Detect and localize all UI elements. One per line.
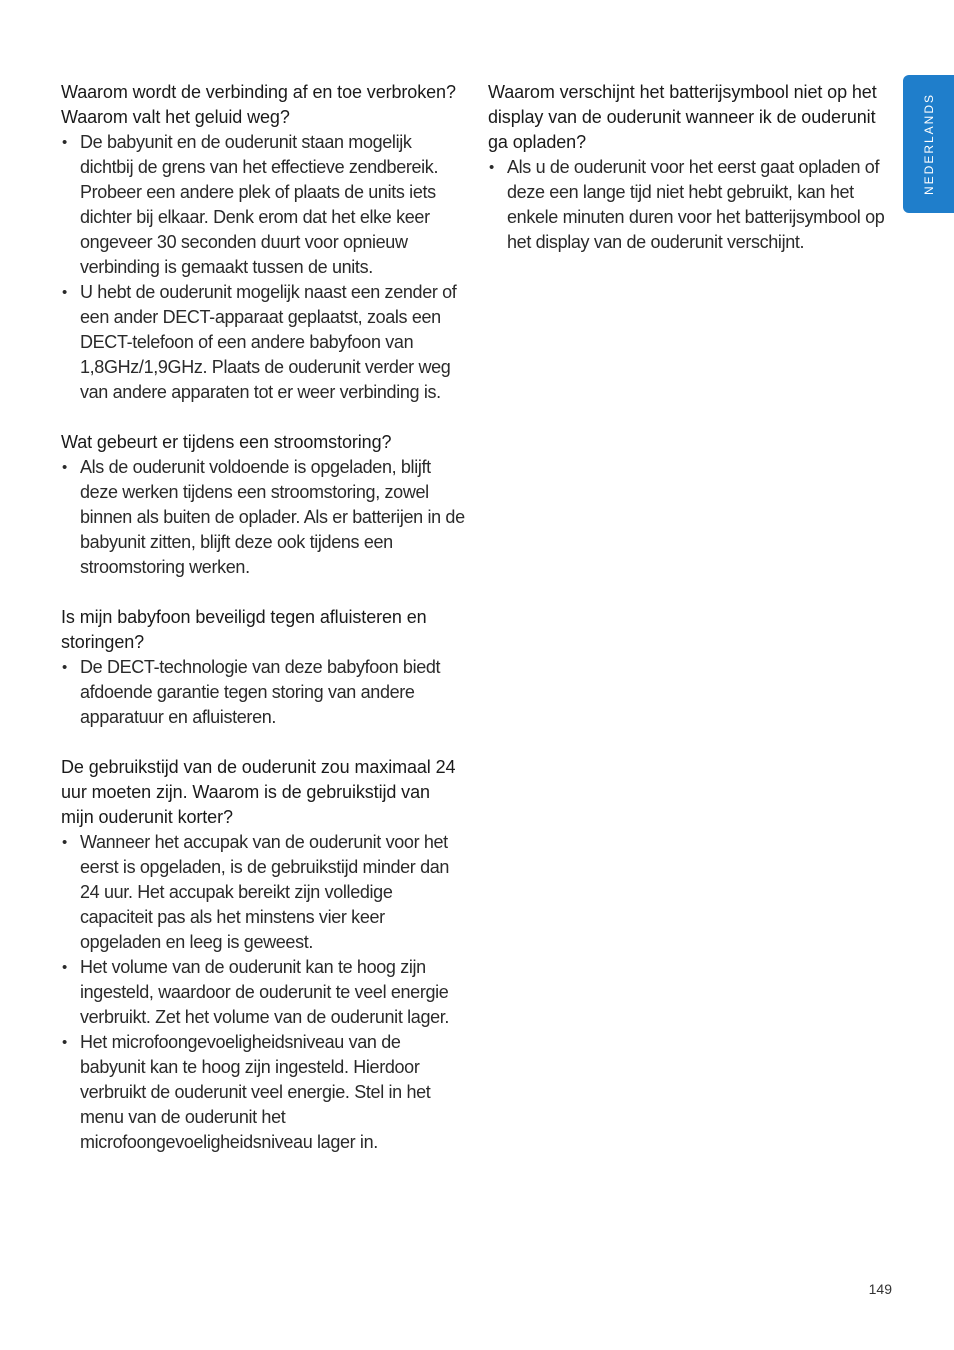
faq-answer-list: [61, 830, 466, 1155]
faq-question: De gebruikstijd van de ouderunit zou maximaal 24 uur moeten zijn. Waarom is de gebruikstijd van mijn ouderunit korter?: [61, 757, 456, 827]
faq-answer-list: [488, 155, 896, 255]
left-column: [61, 80, 466, 1180]
faq-answer-item: • Als de ouderunit voldoende is opgeladen, blijft deze werken tijdens een stroomstoring, zowel binnen als buiten de oplader. Als er batterijen in de babyunit zitten, blijft deze ook tijdens een stroomstoring werken.: [61, 455, 466, 580]
faq-item-battery-symbol: [488, 80, 896, 255]
faq-question: Waarom verschijnt het batterijsymbool niet op het display van de ouderunit wanneer ik de ouderunit ga opladen?: [488, 82, 877, 152]
faq-answer-item: • Als u de ouderunit voor het eerst gaat opladen of deze een lange tijd niet hebt gebruikt, kan het enkele minuten duren voor het batterijsymbool op het display van de ouderunit verschijnt.: [488, 155, 896, 255]
faq-item-power-failure: [61, 430, 466, 580]
faq-item-security: [61, 605, 466, 730]
faq-answer-list: [61, 655, 466, 730]
page-number: 149: [868, 1281, 892, 1297]
faq-answer-item: • Het volume van de ouderunit kan te hoog zijn ingesteld, waardoor de ouderunit te veel energie verbruikt. Zet het volume van de ouderunit lager.: [61, 955, 466, 1030]
faq-item-operating-time: [61, 755, 466, 1155]
faq-answer-item: • De DECT-technologie van deze babyfoon biedt afdoende garantie tegen storing van andere apparatuur en afluisteren.: [61, 655, 466, 730]
language-tab: [903, 75, 954, 213]
faq-answer-list: [61, 130, 466, 405]
faq-answer-item: • De babyunit en de ouderunit staan mogelijk dichtbij de grens van het effectieve zendbereik. Probeer een andere plek of plaats de units iets dichter bij elkaar. Denk erom dat het elke keer ongeveer 30 seconden duurt voor opnieuw verbinding is gemaakt tussen de units.: [61, 130, 466, 280]
faq-question: Is mijn babyfoon beveiligd tegen afluisteren en storingen?: [61, 607, 427, 652]
faq-answer-list: [61, 455, 466, 580]
faq-question: Waarom wordt de verbinding af en toe verbroken? Waarom valt het geluid weg?: [61, 82, 456, 127]
right-column: [488, 80, 896, 280]
faq-answer-item: • U hebt de ouderunit mogelijk naast een zender of een ander DECT-apparaat geplaatst, zoals een DECT-telefoon of een andere babyfoon van 1,8GHz/1,9GHz. Plaats de ouderunit verder weg van andere apparaten tot er weer verbinding is.: [61, 280, 466, 405]
faq-question: Wat gebeurt er tijdens een stroomstoring?: [61, 432, 392, 452]
faq-item-connection: [61, 80, 466, 405]
faq-answer-item: • Het microfoongevoeligheidsniveau van de babyunit kan te hoog zijn ingesteld. Hierdoor verbruikt de ouderunit veel energie. Stel in het menu van de ouderunit het microfoongevoeligheidsniveau lager in.: [61, 1030, 466, 1155]
language-tab-label: NEDERLANDS: [921, 92, 936, 196]
faq-answer-item: • Wanneer het accupak van de ouderunit voor het eerst is opgeladen, is de gebruikstijd minder dan 24 uur. Het accupak bereikt zijn volledige capaciteit pas als het minstens vier keer opgeladen en leeg is geweest.: [61, 830, 466, 955]
